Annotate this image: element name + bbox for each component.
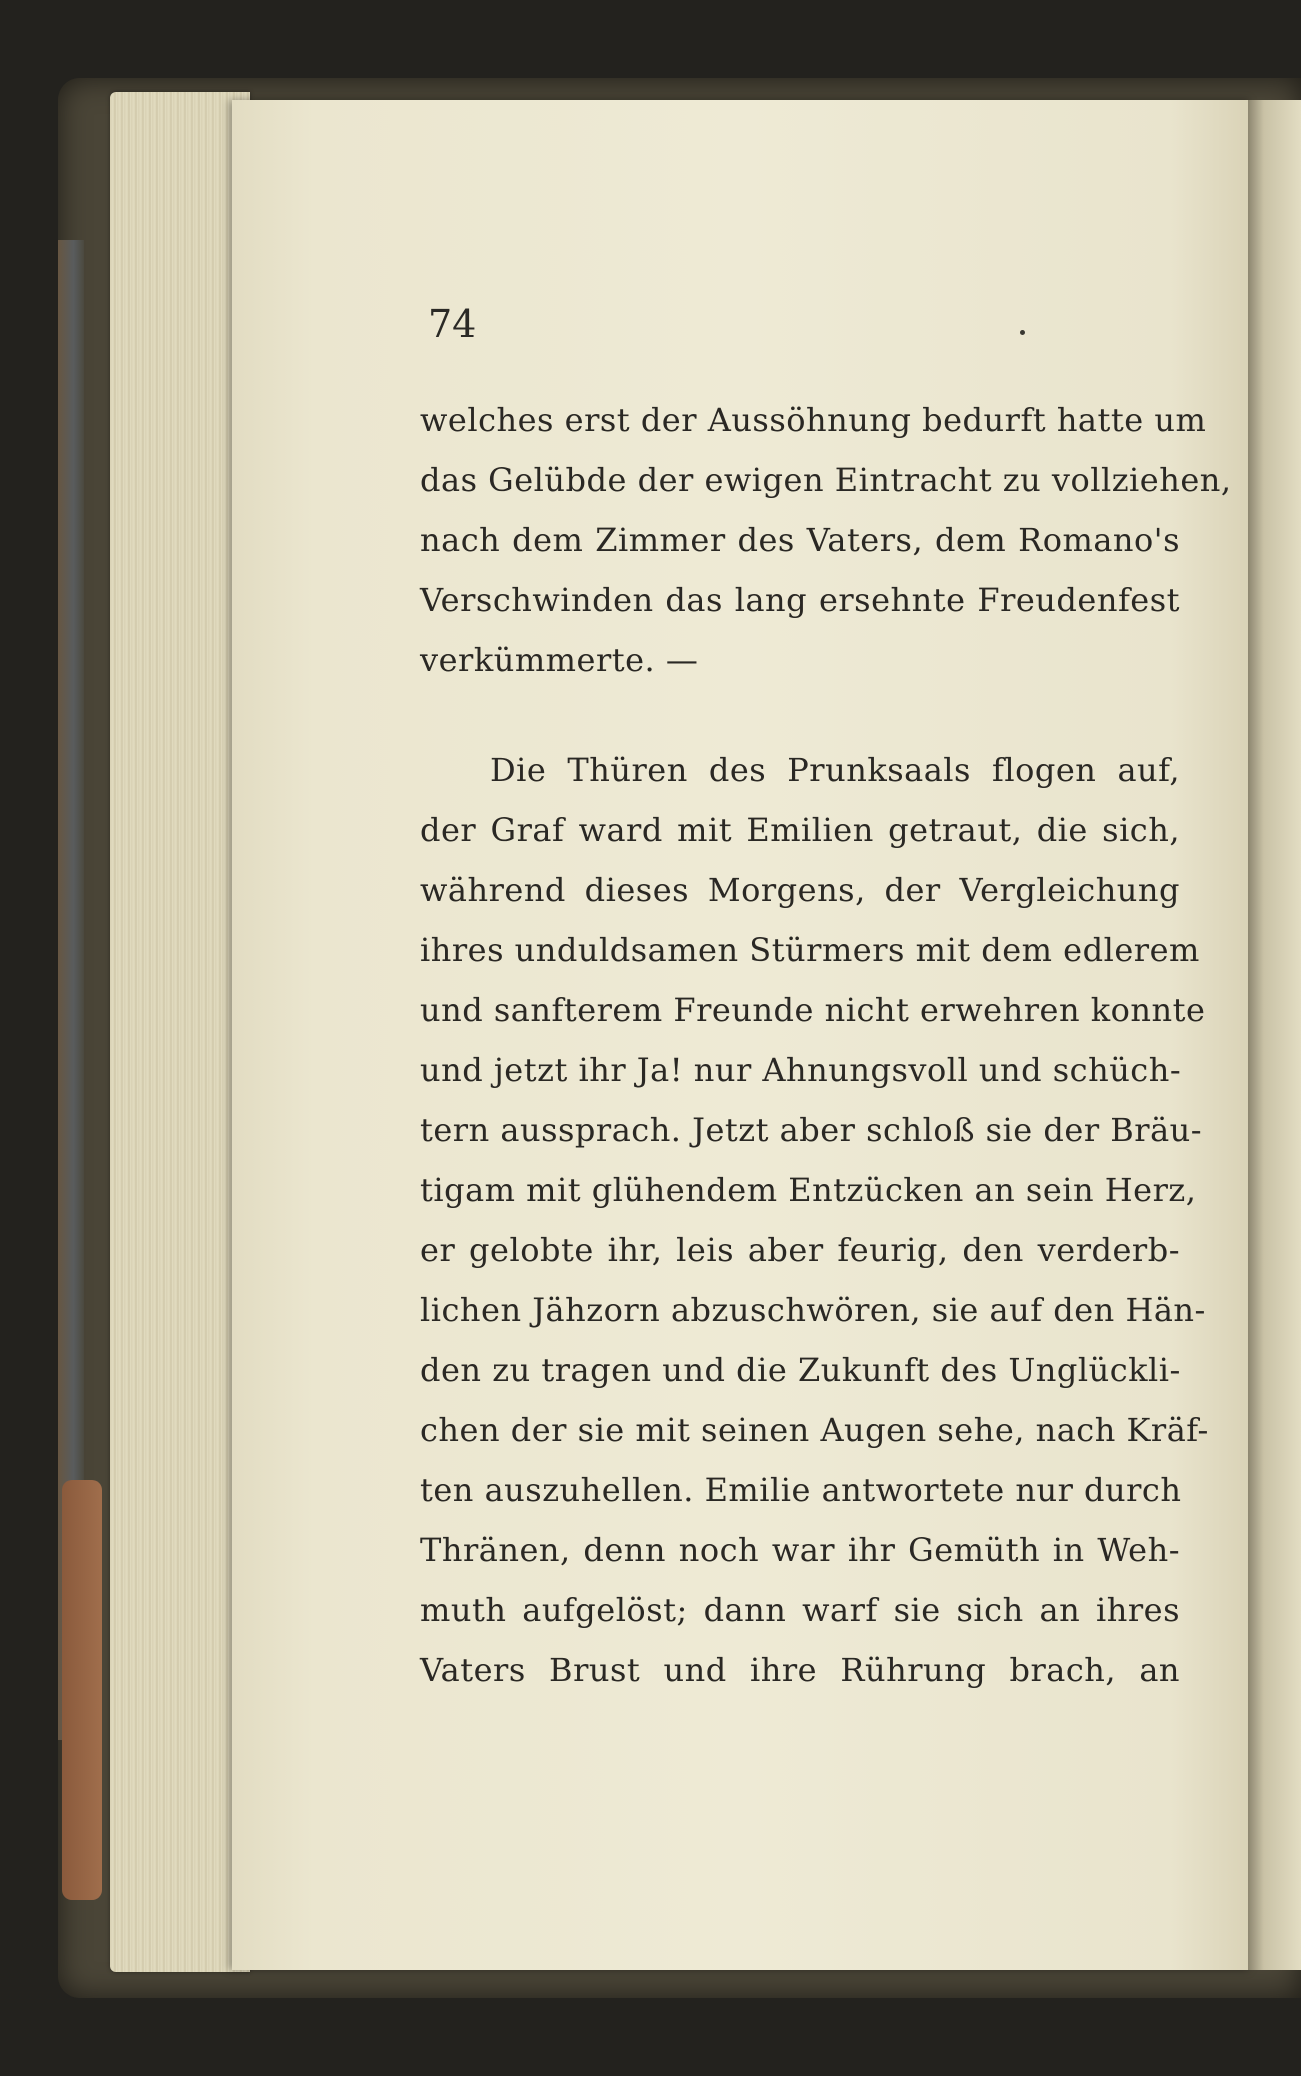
text-line: Vaters Brust und ihre Rührung brach, an <box>420 1651 1180 1689</box>
paragraph-1 <box>420 390 1232 690</box>
text-line: welches erst der Aussöhnung bedurft hatte um <box>420 401 1207 439</box>
paragraph-2 <box>420 740 1209 1700</box>
page-number: 74 <box>428 302 477 346</box>
text-line: er gelobte ihr, leis aber feurig, den verderb- <box>420 1231 1180 1269</box>
text-line: und sanfterem Freunde nicht erwehren konnte <box>420 991 1206 1029</box>
text-line: ten auszuhellen. Emilie antwortete nur durch <box>420 1471 1182 1509</box>
text-line: Die Thüren des Prunksaals flogen auf, <box>490 751 1180 789</box>
text-line: den zu tragen und die Zukunft des Unglückli- <box>420 1351 1181 1389</box>
ink-dot <box>1020 330 1025 335</box>
text-line: ihres unduldsamen Stürmers mit dem edlerem <box>420 931 1200 969</box>
facing-page-gutter <box>1248 100 1301 1970</box>
text-line: während dieses Morgens, der Vergleichung <box>420 871 1180 909</box>
text-line: nach dem Zimmer des Vaters, dem Romano's <box>420 521 1180 559</box>
text-line: tigam mit glühendem Entzücken an sein Herz, <box>420 1171 1197 1209</box>
worn-cover-corner <box>62 1480 102 1900</box>
page-stack-edge <box>110 92 250 1972</box>
text-line: chen der sie mit seinen Augen sehe, nach Kräf- <box>420 1411 1209 1449</box>
text-line: verkümmerte. — <box>420 641 699 679</box>
text-line: tern aussprach. Jetzt aber schloß sie der Bräu- <box>420 1111 1203 1149</box>
text-line: der Graf ward mit Emilien getraut, die sich, <box>420 811 1180 849</box>
text-line: lichen Jähzorn abzuschwören, sie auf den Hän- <box>420 1291 1206 1329</box>
text-line: Verschwinden das lang ersehnte Freudenfest <box>420 581 1180 619</box>
text-line: und jetzt ihr Ja! nur Ahnungsvoll und schüch- <box>420 1051 1182 1089</box>
text-line: das Gelübde der ewigen Eintracht zu vollziehen, <box>420 461 1232 499</box>
text-line: muth aufgelöst; dann warf sie sich an ihres <box>420 1591 1180 1629</box>
text-line: Thränen, denn noch war ihr Gemüth in Weh- <box>420 1531 1180 1569</box>
